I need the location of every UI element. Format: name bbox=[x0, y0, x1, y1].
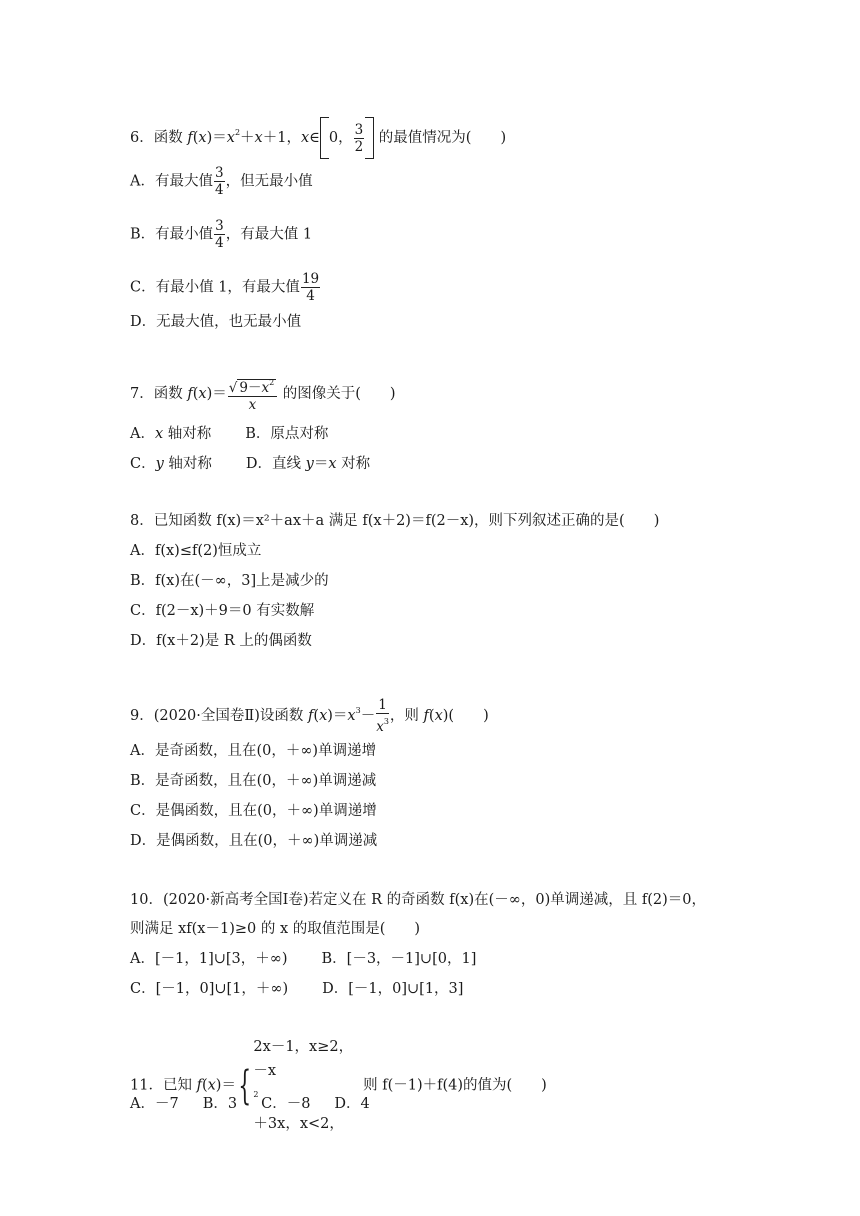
option-a-label: A． bbox=[130, 426, 155, 442]
q8-option-b: B．f(x)在(－∞，3]上是减少的 bbox=[130, 573, 329, 589]
q9-stem bbox=[130, 697, 489, 735]
q9-option-b: B．是奇函数，且在(0，＋∞)单调递减 bbox=[130, 773, 377, 789]
q7-eq: )＝ bbox=[206, 386, 227, 402]
q9-fn-name-2: f bbox=[423, 708, 429, 724]
case-1: 2x－1，x≥2， bbox=[253, 1039, 354, 1055]
option-text: A．有最大值 bbox=[130, 173, 213, 190]
right-bracket bbox=[365, 117, 374, 159]
fraction-denominator: x bbox=[248, 397, 257, 413]
fraction-numerator: 19 bbox=[301, 271, 320, 287]
option-b: B．[－3，－1]∪[0，1] bbox=[321, 951, 477, 967]
q9-option-d: D．是偶函数，且在(0，＋∞)单调递减 bbox=[130, 833, 378, 849]
option-a: A．－7 bbox=[130, 1096, 179, 1112]
q9-fn-name: f bbox=[308, 708, 314, 724]
q6-number-label: 6．函数 bbox=[130, 130, 188, 146]
case-2-rest: ＋3x，x<2， bbox=[253, 1116, 344, 1132]
option-d-var-y: y bbox=[305, 456, 314, 472]
option-a-text: 轴对称 bbox=[163, 426, 212, 442]
q10-options-row-2 bbox=[130, 979, 463, 999]
q11-question-tail: 则 f(－1)＋f(4)的值为( ) bbox=[363, 1077, 547, 1094]
option-b: B．3 bbox=[202, 1096, 238, 1112]
q6-eq: )＝ bbox=[206, 130, 227, 146]
left-bracket bbox=[320, 117, 329, 159]
case-2-term: －x bbox=[253, 1063, 277, 1079]
case-2-exponent: 2 bbox=[253, 1090, 259, 1099]
q8-stem: 8．已知函数 f(x)＝x²＋ax＋a 满足 f(x＋2)＝f(2－x)，则下列叙述正确的是( ) bbox=[130, 513, 660, 529]
q6-var-3: x bbox=[254, 130, 263, 146]
q7-fn-name: f bbox=[187, 386, 193, 402]
option-c-label: C． bbox=[130, 456, 156, 472]
q7-fraction bbox=[228, 375, 277, 413]
option-d: D．4 bbox=[334, 1096, 370, 1112]
q6-option-b bbox=[130, 218, 312, 251]
q9-number-label: 9．(2020·全国卷Ⅱ)设函数 bbox=[130, 708, 309, 724]
q6-plus: ＋ bbox=[240, 130, 255, 146]
fraction-numerator: 3 bbox=[214, 165, 224, 181]
q10-stem-line-2: 则满足 xf(x－1)≥0 的 x 的取值范围是( ) bbox=[130, 921, 421, 937]
q11-options bbox=[130, 1094, 370, 1114]
option-d-eq: ＝ bbox=[313, 456, 329, 472]
denominator-exponent: 3 bbox=[383, 717, 389, 726]
option-a-var: x bbox=[154, 426, 164, 442]
q11-stem bbox=[130, 1035, 547, 1136]
radicand bbox=[237, 379, 276, 396]
q6-const: ＋1， bbox=[262, 130, 301, 146]
q11-piecewise bbox=[253, 1035, 353, 1136]
q11-eq: )＝ bbox=[215, 1077, 236, 1094]
q9-option-a: A．是奇函数，且在(0，＋∞)单调递增 bbox=[130, 743, 377, 759]
q8-option-d: D．f(x＋2)是 R 上的偶函数 bbox=[130, 633, 312, 649]
q8-option-c: C．f(2－x)＋9＝0 有实数解 bbox=[130, 603, 315, 619]
q7-stem bbox=[130, 375, 396, 413]
option-b: B．原点对称 bbox=[245, 426, 329, 442]
option-d: D．[－1，0]∪[1，3] bbox=[322, 981, 464, 997]
q9-paren-2: ( bbox=[428, 708, 435, 724]
q6-var-4: x bbox=[300, 130, 310, 146]
denominator-var: x bbox=[376, 719, 384, 735]
exponent: 2 bbox=[269, 378, 275, 387]
q9-eq: )＝ bbox=[327, 708, 348, 724]
option-c: C．[－1，0]∪[1，＋∞) bbox=[130, 981, 289, 997]
q7-options-row-2 bbox=[130, 454, 370, 474]
option-d-text: 对称 bbox=[336, 456, 371, 472]
q7-options-row-1 bbox=[130, 424, 328, 444]
q9-paren: ( bbox=[313, 708, 320, 724]
option-d-label: D．直线 bbox=[245, 456, 306, 472]
fraction-denominator bbox=[376, 714, 389, 735]
q9-minus: － bbox=[360, 708, 376, 724]
q7-question-tail: 的图像关于( ) bbox=[278, 386, 396, 402]
q9-var-2: x bbox=[347, 708, 356, 724]
q9-exponent: 3 bbox=[355, 706, 361, 715]
option-c-text: 轴对称 bbox=[163, 456, 212, 472]
option-a: A．[－1，1]∪[3，＋∞) bbox=[130, 951, 288, 967]
q9-option-c: C．是偶函数，且在(0，＋∞)单调递增 bbox=[130, 803, 377, 819]
option-fraction bbox=[214, 218, 225, 251]
q6-paren: ( bbox=[192, 130, 199, 146]
option-fraction bbox=[214, 165, 225, 198]
q6-option-d: D．无最大值，也无最小值 bbox=[130, 314, 302, 330]
option-text: B．有最小值 bbox=[130, 226, 214, 243]
radicand-text: 9－ bbox=[239, 380, 262, 396]
q6-option-a bbox=[130, 165, 313, 198]
q9-fraction bbox=[376, 697, 389, 735]
fraction-denominator: 4 bbox=[214, 182, 224, 198]
q6-stem bbox=[130, 117, 506, 159]
fraction-numerator: 1 bbox=[376, 697, 389, 714]
q6-var: x bbox=[198, 130, 207, 146]
fraction-numerator: √ $9-x^2$ bbox=[228, 375, 277, 397]
q7-number-label: 7．函数 bbox=[130, 386, 188, 402]
q11-fn-name: f bbox=[196, 1077, 202, 1094]
q9-then: ，则 bbox=[389, 708, 424, 724]
q8-option-a: A．f(x)≤f(2)恒成立 bbox=[130, 543, 262, 559]
q6-interval-fraction bbox=[354, 122, 365, 155]
q6-in-symbol: ∈ bbox=[309, 130, 320, 146]
fraction-denominator: 2 bbox=[354, 138, 364, 155]
fraction-denominator: 4 bbox=[215, 235, 224, 251]
fraction-numerator: 3 bbox=[215, 218, 224, 234]
q11-paren: ( bbox=[201, 1077, 208, 1094]
option-text: ，有最大值 1 bbox=[225, 226, 313, 243]
q9-var: x bbox=[319, 708, 328, 724]
q6-exponent: 2 bbox=[234, 128, 241, 137]
q6-question-tail: 的最值情况为( ) bbox=[374, 130, 507, 146]
radicand-var: x bbox=[261, 380, 270, 396]
left-brace: { bbox=[238, 1062, 252, 1109]
q10-options-row-1 bbox=[130, 949, 476, 969]
q6-option-c bbox=[130, 271, 321, 304]
option-text: ，但无最小值 bbox=[225, 173, 313, 190]
q11-var: x bbox=[207, 1077, 216, 1094]
option-c-var: y bbox=[155, 456, 164, 472]
fraction-denominator: 4 bbox=[306, 288, 315, 304]
q7-paren: ( bbox=[192, 386, 199, 402]
q9-question-tail: )( ) bbox=[442, 708, 489, 724]
q11-number-label: 11．已知 bbox=[130, 1077, 197, 1094]
q6-interval-left: 0， bbox=[328, 130, 353, 146]
fraction-numerator: 3 bbox=[354, 121, 364, 138]
q6-fn-name: f bbox=[187, 130, 193, 146]
option-c: C．－8 bbox=[261, 1096, 311, 1112]
q10-stem-line-1: 10．(2020·新高考全国Ⅰ卷)若定义在 R 的奇函数 f(x)在(－∞，0)单调递减，且 f(2)＝0， bbox=[130, 892, 706, 908]
q9-var-3: x bbox=[434, 708, 443, 724]
option-fraction bbox=[301, 271, 320, 304]
q7-var: x bbox=[198, 386, 207, 402]
option-text: C．有最小值 1，有最大值 bbox=[130, 279, 300, 296]
option-d-var-x: x bbox=[328, 456, 337, 472]
q6-var-2: x bbox=[226, 130, 235, 146]
